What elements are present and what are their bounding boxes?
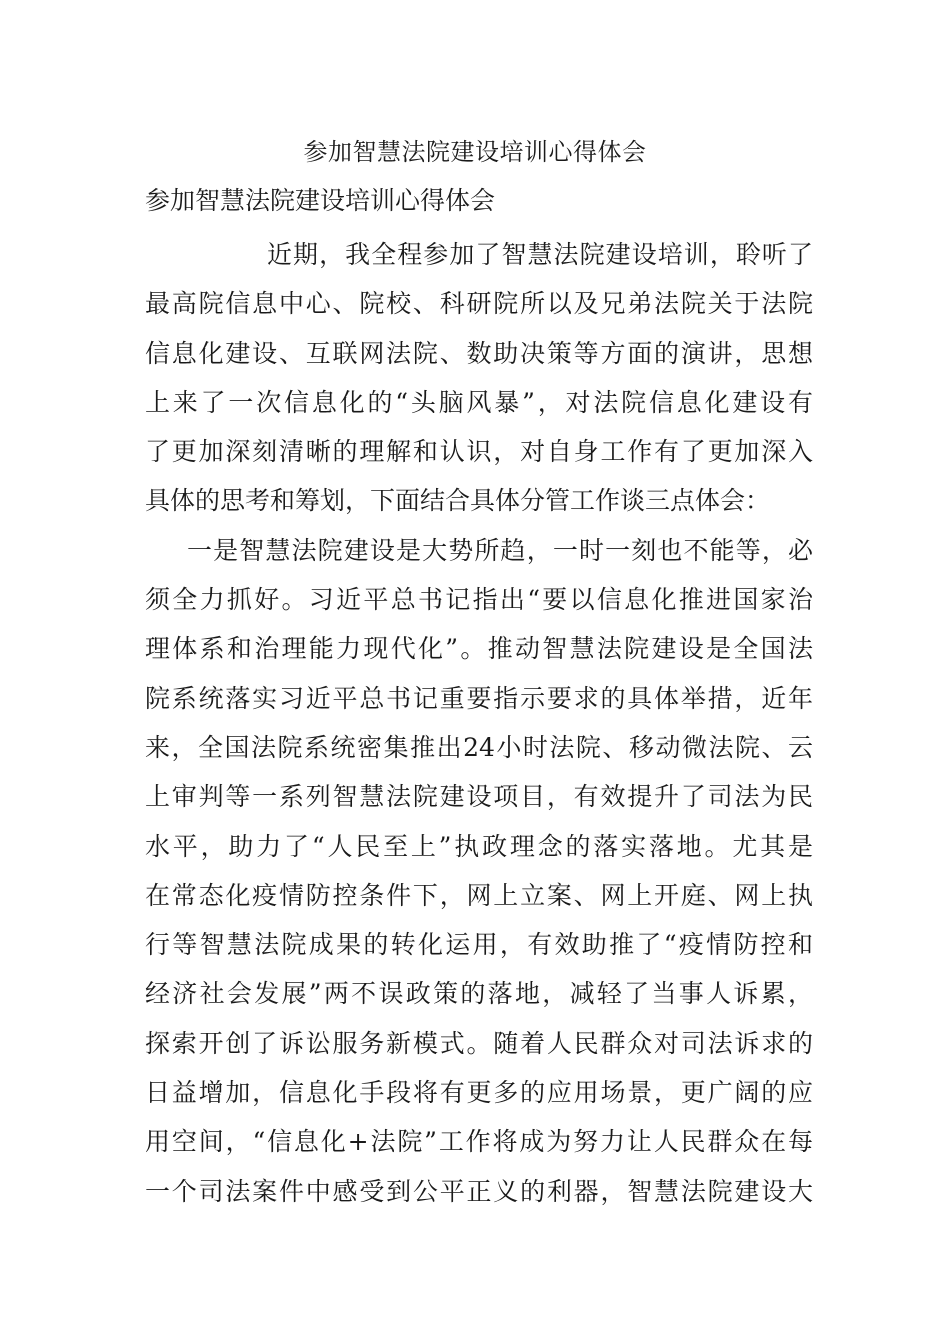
- paragraph-2: [145, 526, 813, 1216]
- text-line: 近期，我全程参加了智慧法院建设培训，聆听了: [267, 240, 813, 269]
- text-line: 日益增加，信息化手段将有更多的应用场景，更广阔的应: [145, 1078, 813, 1108]
- paragraph-1: [145, 230, 813, 526]
- text-line: 信息化建设、互联网法院、数助决策等方面的演讲，思想: [145, 338, 813, 368]
- document-subtitle: 参加智慧法院建设培训心得体会: [145, 186, 496, 215]
- text-line: 具体的思考和筹划，下面结合具体分管工作谈三点体会：: [145, 486, 771, 516]
- text-line: 理体系和治理能力现代化”。推动智慧法院建设是全国法: [145, 634, 813, 664]
- text-line: 水平，助力了“人民至上”执政理念的落实落地。尤其是: [145, 831, 813, 861]
- text-line: 须全力抓好。习近平总书记指出“要以信息化推进国家治: [145, 585, 813, 615]
- document-body: [145, 230, 813, 1216]
- text-line: 用空间，“信息化+法院”工作将成为努力让人民群众在每: [145, 1127, 813, 1157]
- text-line: 探索开创了诉讼服务新模式。随着人民群众对司法诉求的: [145, 1028, 813, 1058]
- text-line: 在常态化疫情防控条件下，网上立案、网上开庭、网上执: [145, 880, 813, 910]
- text-line: 一个司法案件中感受到公平正义的利器，智慧法院建设大: [145, 1176, 813, 1206]
- text-line: 经济社会发展”两不误政策的落地，减轻了当事人诉累，: [145, 979, 813, 1009]
- text-line: 一是智慧法院建设是大势所趋，一时一刻也不能等，必: [187, 535, 813, 565]
- text-line: 最高院信息中心、院校、科研院所以及兄弟法院关于法院: [145, 289, 813, 319]
- text-line: 了更加深刻清晰的理解和认识，对自身工作有了更加深入: [145, 437, 813, 467]
- document-title: 参加智慧法院建设培训心得体会: [303, 138, 647, 166]
- text-line: 上来了一次信息化的“头脑风暴”，对法院信息化建设有: [145, 387, 813, 417]
- text-line: 上审判等一系列智慧法院建设项目，有效提升了司法为民: [145, 782, 813, 812]
- text-line: 行等智慧法院成果的转化运用，有效助推了“疫情防控和: [145, 930, 813, 960]
- text-line: 院系统落实习近平总书记重要指示要求的具体举措，近年: [145, 683, 813, 713]
- text-line: 来，全国法院系统密集推出24小时法院、移动微法院、云: [145, 732, 813, 762]
